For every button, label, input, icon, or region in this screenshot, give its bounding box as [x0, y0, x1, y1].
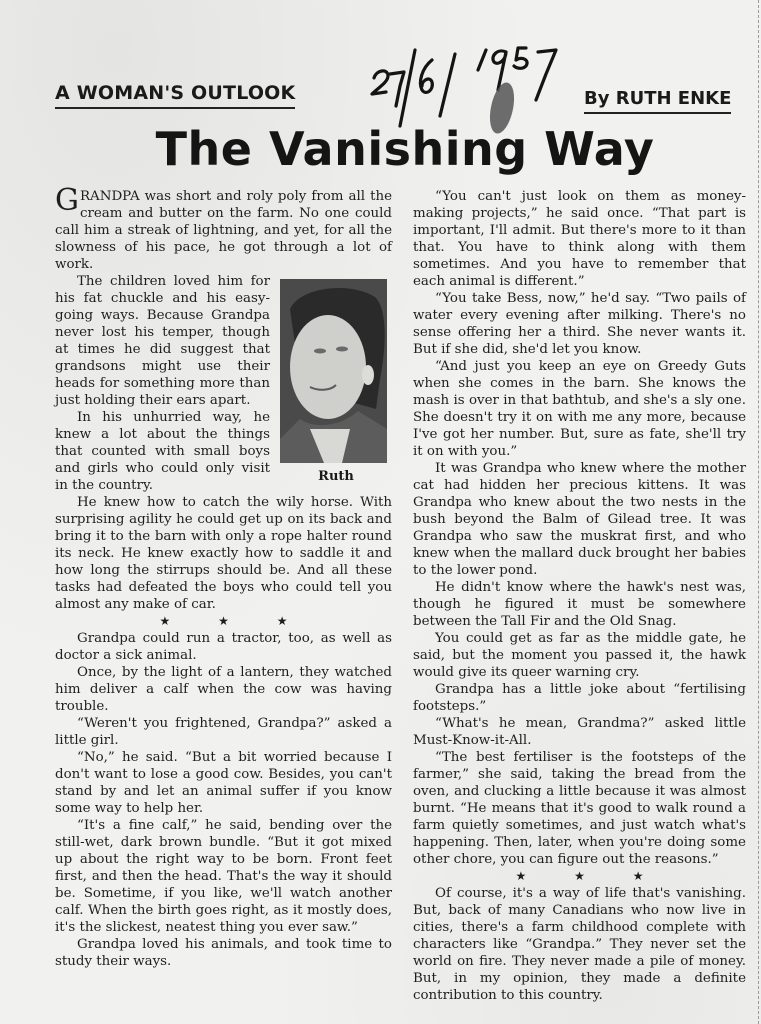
paragraph: In his unhurried way, he knew a lot about the things that counted with small boys and girls who could only visit in the country.	[55, 410, 270, 493]
paragraph: Grandpa could run a tractor, too, as well as doctor a sick animal.	[55, 631, 392, 663]
paragraph: It was Grandpa who knew where the mother cat had hidden her precious kittens. It was Grandpa who knew about the two nests in the bush beyond the Balm of Gilead tree. It was Grandpa who saw the muskrat first, and who knew when the mallard duck brought her babies to the lower pond.	[413, 461, 746, 578]
headline: The Vanishing Way	[155, 122, 655, 176]
slash-2	[440, 54, 455, 116]
text-wrap-block	[55, 273, 270, 494]
digit-7b	[536, 50, 556, 100]
digit-1	[478, 50, 486, 70]
author-photo	[280, 279, 387, 463]
paragraph: The children loved him for his fat chuckle and his easy-going ways. Because Grandpa never lost his temper, though at times he did suggest that grandsons might use their heads for something more than just holding their ears apart.	[55, 274, 270, 408]
handwritten-date	[360, 34, 590, 134]
paragraph: “Weren't you frightened, Grandpa?” asked a little girl.	[55, 716, 392, 748]
paragraph: “The best fertiliser is the footsteps of the farmer,” she said, taking the bread from the oven, and clucking a little because it was almost burnt. “He means that it's good to walk round a farm quietly sometimes, and just watch what's happening. Then, later, when you're doing some other chore, you can figure out the reasons.”	[413, 750, 746, 867]
drop-cap: G	[55, 183, 79, 218]
section-break-stars: ★ ★ ★	[515, 869, 666, 883]
paragraph: Grandpa has a little joke about “fertilising footsteps.”	[413, 682, 746, 714]
right-column	[413, 188, 746, 1004]
paragraph: Of course, it's a way of life that's vanishing. But, back of many Canadians who now live in cities, there's a farm childhood complete with characters like “Grandpa.” They never set the world on fire. They never made a pile of money. But, in my opinion, they made a definite contribution to this country.	[413, 886, 746, 1003]
paragraph: “And just you keep an eye on Greedy Guts when she comes in the barn. She knows the mash is over in that bathtub, and she's a sly one. She doesn't try it on with me any more, because I've got her number. But, sure as fate, she'll try it on with you.”	[413, 359, 746, 459]
digit-6	[420, 60, 432, 92]
digit-2	[372, 71, 388, 94]
handwritten-date-drawing	[360, 34, 590, 134]
paragraph: “What's he mean, Grandma?” asked little Must-Know-it-All.	[413, 716, 746, 748]
byline: By RUTH ENKE	[584, 88, 731, 114]
digit-5	[514, 48, 527, 68]
paragraph-text: RANDPA was short and roly poly from all the cream and butter on the farm. No one could call him a streak of lightning, and yet, for all the slowness of his pace, he got through a lot of work.	[55, 189, 392, 272]
paragraph	[55, 183, 392, 273]
paragraph: Once, by the light of a lantern, they watched him deliver a calf when the cow was having trouble.	[55, 665, 392, 714]
paragraph: He knew how to catch the wily horse. With surprising agility he could get up on its back and bring it to the barn with only a rope halter round its neck. He knew exactly how to saddle it and how long the stirrups should be. And all these tasks had defeated the boys who could tell you almost any make of car.	[55, 495, 392, 612]
column-kicker: A WOMAN'S OUTLOOK	[55, 82, 295, 109]
photo-caption: Ruth	[318, 469, 354, 484]
paragraph: He didn't know where the hawk's nest was, though he figured it must be somewhere between the Tall Fir and the Old Snag.	[413, 580, 746, 629]
section-break-stars: ★ ★ ★	[159, 614, 310, 628]
paragraph: “You take Bess, now,” he'd say. “Two pails of water every evening after milking. There's no sense offering her a third. She never wants it. But if she did, she'd let you know.	[413, 291, 746, 357]
slash-1	[400, 50, 415, 126]
paragraph: “No,” he said. “But a bit worried because I don't want to lose a good cow. Besides, you can't stand by and let an animal suffer if you know some way to help her.	[55, 750, 392, 816]
paragraph: “It's a fine calf,” he said, bending over the still-wet, dark brown bundle. “But it got mixed up about the right way to be born. Front feet first, and then the head. That's the way it should be. Sometime, if you like, we'll watch another calf. When the birth goes right, as it mostly does, it's the slickest, neatest thing you ever saw.”	[55, 818, 392, 935]
paragraph: You could get as far as the middle gate, he said, but the moment you passed it, the hawk would give its queer warning cry.	[413, 631, 746, 680]
paragraph: Grandpa loved his animals, and took time to study their ways.	[55, 937, 392, 969]
portrait-drawing	[280, 279, 387, 463]
digit-7	[390, 72, 404, 106]
paragraph: “You can't just look on them as money-making projects,” he said once. “That part is important, I'll admit. But there's more to it than that. You have to think along with them sometimes. And you have to remember that each animal is different.”	[413, 189, 746, 289]
